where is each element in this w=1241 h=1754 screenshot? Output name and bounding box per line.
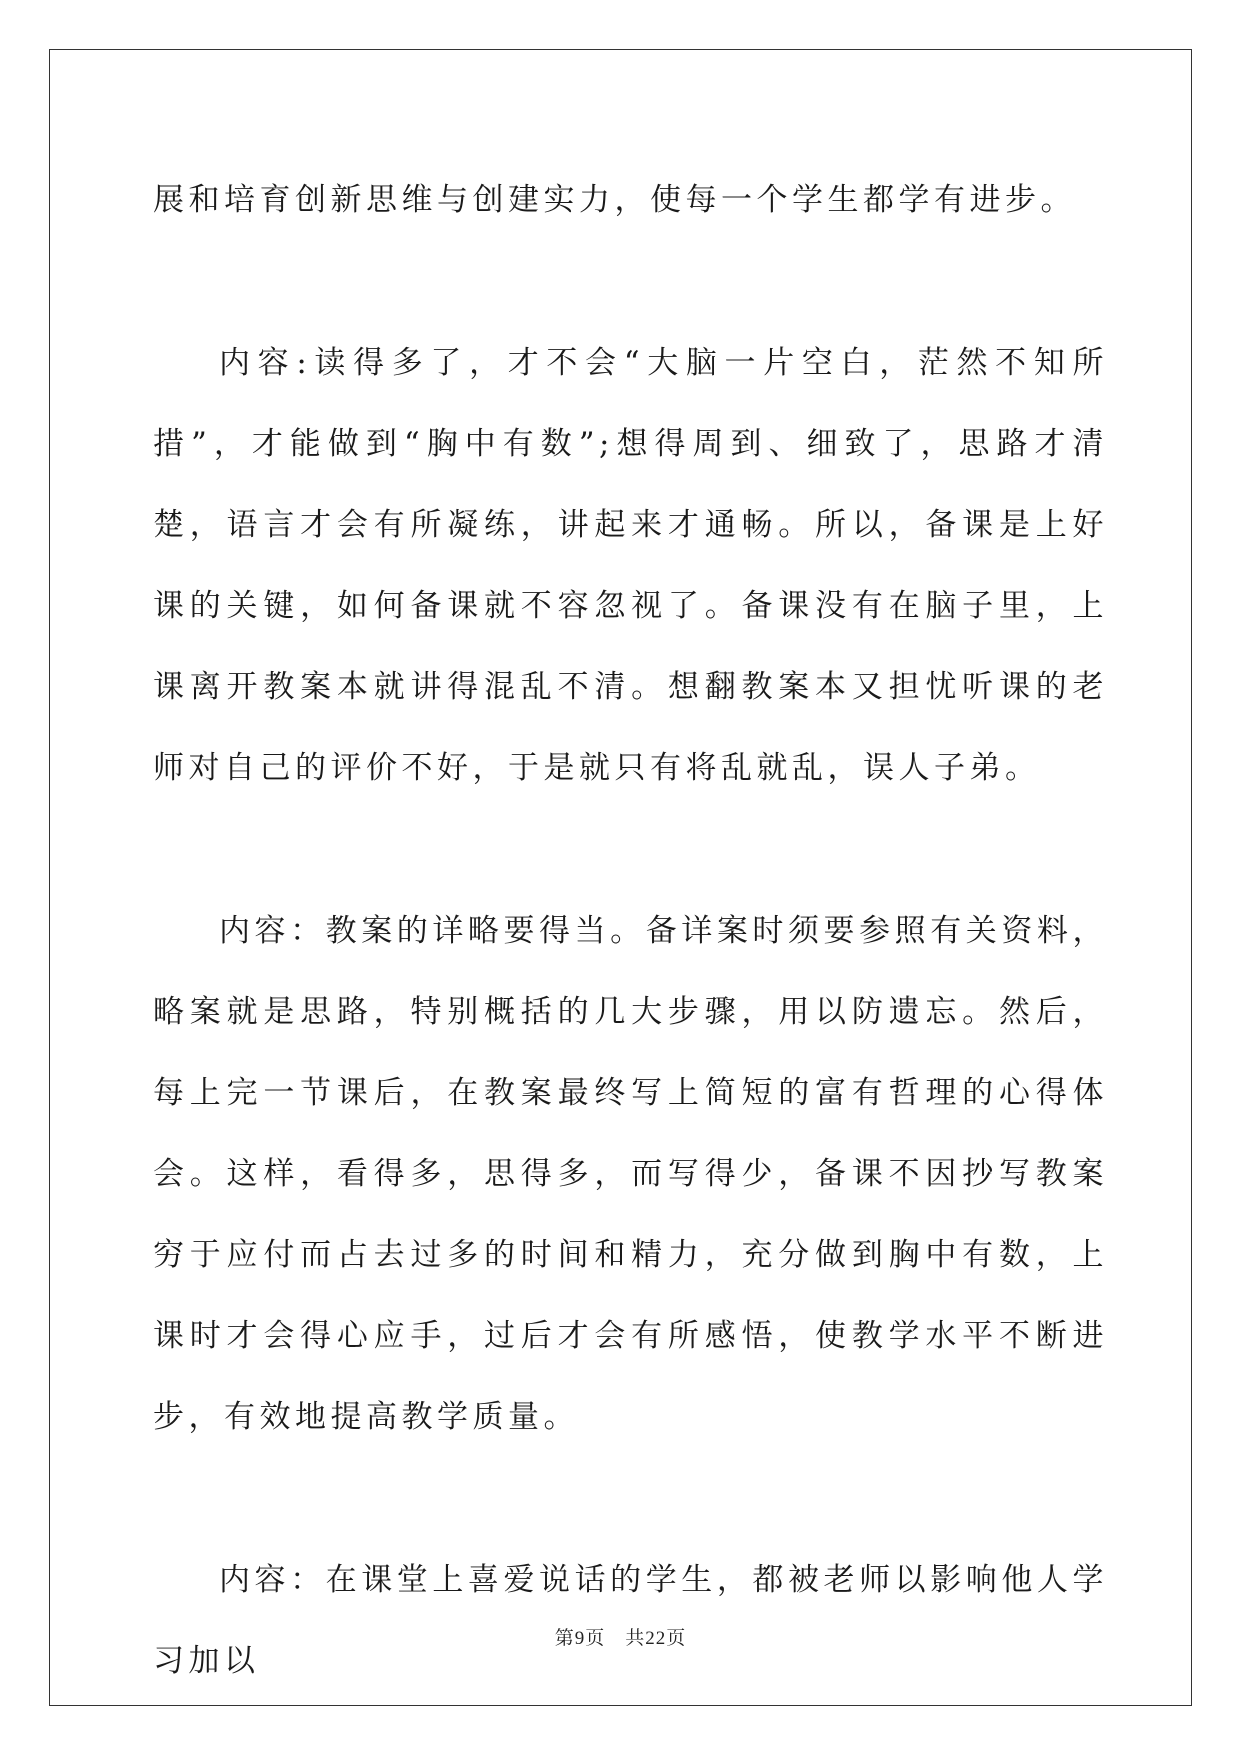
paragraph-spacer [153, 241, 1108, 323]
paragraph-spacer [153, 1458, 1108, 1540]
document-body [153, 160, 1108, 1702]
page-number-current: 第9页 [554, 1628, 606, 1649]
paragraph-lesson-prep: 内容:读得多了，才不会“大脑一片空白，茫然不知所措”，才能做到“胸中有数”;想得周到、细致了，思路才清楚，语言才会有所凝练，讲起来才通畅。所以，备课是上好课的关键，如何备课就不容忽视了。备课没有在脑子里，上课离开教案本就讲得混乱不清。想翻教案本又担忧听课的老师对自己的评价不好，于是就只有将乱就乱，误人子弟。 [153, 345, 1108, 786]
paragraph-spacer [153, 809, 1108, 891]
page-footer [0, 1623, 1241, 1650]
paragraph-lesson-plan-detail: 内容：教案的详略要得当。备详案时须要参照有关资料，略案就是思路，特别概括的几大步骤，用以防遗忘。然后，每上完一节课后，在教案最终写上简短的富有哲理的心得体会。这样，看得多，思得多，而写得少，备课不因抄写教案穷于应付而占去过多的时间和精力，充分做到胸中有数，上课时才会得心应手，过后才会有所感悟，使教学水平不断进步，有效地提高教学质量。 [153, 913, 1108, 1435]
page-number-total: 共22页 [625, 1628, 687, 1649]
paragraph-continued: 展和培育创新思维与创建实力，使每一个学生都学有进步。 [153, 182, 1076, 218]
paragraph-classroom-talkers: 内容：在课堂上喜爱说话的学生，都被老师以影响他人学习加以 [153, 1562, 1108, 1679]
